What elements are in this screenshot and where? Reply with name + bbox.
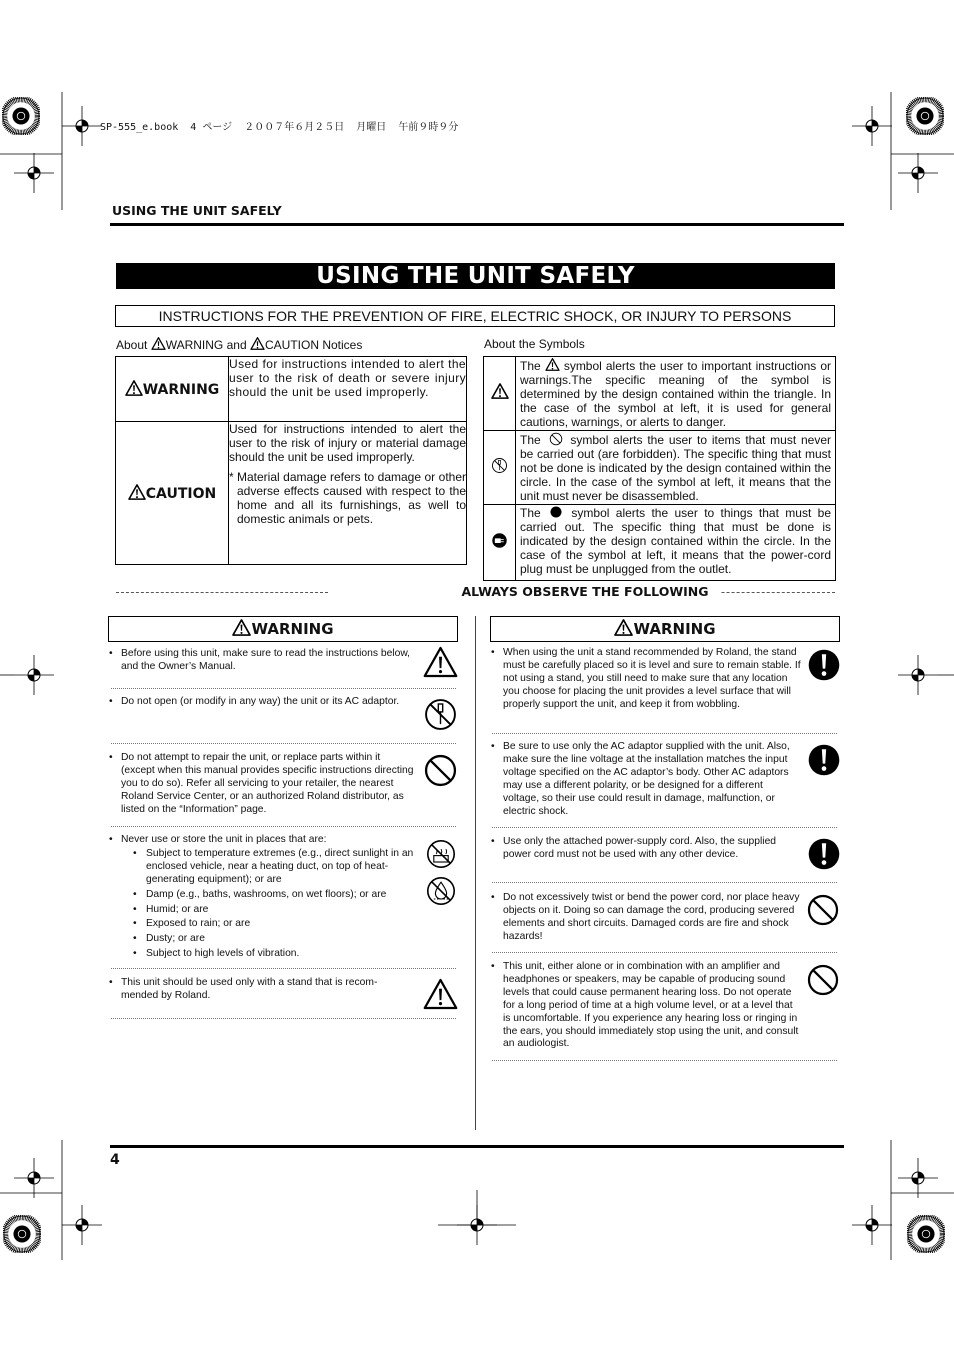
symbols-heading: About the Symbols — [484, 337, 585, 351]
registration-target-icon — [906, 97, 944, 135]
warning-triangle-icon — [423, 978, 458, 1010]
symbol-icon-cell — [484, 505, 516, 581]
registration-crosshair-icon — [898, 153, 938, 193]
notices-heading-caution: CAUTION — [264, 338, 319, 352]
prohibited-icon — [423, 753, 458, 788]
notices-heading — [116, 337, 362, 352]
notices-heading-about: About — [116, 338, 148, 352]
symbols-table — [483, 356, 836, 581]
registration-crosshair-icon — [14, 655, 54, 695]
warning-notice-text: Used for instructions intended to alert the user to the risk of death or severe injury should the unit be used improperly. — [229, 357, 467, 422]
no-water-icon — [425, 875, 457, 907]
mandatory-icon — [806, 836, 842, 872]
right-warning-header-label: WARNING — [633, 620, 716, 638]
registration-crosshair-icon — [852, 1205, 892, 1245]
warning-triangle-icon — [423, 646, 458, 678]
symbol-description — [516, 357, 836, 431]
symbol-row — [484, 505, 836, 581]
item-text: Do not attempt to repair the unit, or replace parts within it (except when this manual provides specific instructions directing you to do so). Refer all servicing to your retailer, the nearest Roland Service Center, or an authorized Roland distributor, as listed on the “Information” page. — [121, 752, 414, 815]
warning-triangle-icon — [614, 619, 633, 636]
prohibited-circle-icon — [549, 432, 563, 446]
registration-crosshair-icon — [62, 1205, 102, 1245]
item-text: Be sure to use only the AC adaptor supplied with the unit. Also, make sure the line voltage at the installation matches the input voltage specified on the AC adaptor’s body. Other AC adaptors may use a different polarity, or be designed for a different voltage, so their use could result in damage, malfunction, or electric shock. — [503, 741, 790, 817]
sub-list — [121, 848, 422, 961]
item-text: Do not excessively twist or bend the power cord, nor place heavy objects on it. Doing so can damage the cord, producing severed elements and short circuits. Damaged cords are fire and shock hazards! — [503, 892, 800, 942]
right-warning-header — [490, 616, 840, 642]
item-text: When using the unit a stand recommended by Roland, the stand must be carefully placed so it is level and sure to remain stable. If not using a stand, you still need to make sure that any location you choose for placing the unit provides a level surface that will properly support the unit, and keep it from wobbling. — [503, 647, 801, 710]
caution-note-star: * — [229, 470, 234, 484]
registration-crosshair-icon — [14, 1158, 54, 1198]
warning-triangle-icon — [151, 337, 166, 350]
caution-notice-text: Used for instructions intended to alert the user to the risk of injury or material damage should the unit be used improperly. — [229, 422, 466, 464]
warning-triangle-icon — [250, 337, 265, 350]
sub-list-item: • Damp (e.g., baths, washrooms, on wet floors); or are — [146, 889, 422, 902]
symbol-text: symbol alerts the user to things that must be carried out. The specific thing that must be done is indicated by the design contained within the circle. In the case of the symbol at left, it means that the power-cord plug must be unplugged from the outlet. — [520, 506, 831, 576]
sub-list-item: • Subject to high levels of vibration. — [146, 948, 422, 961]
unplug-icon — [491, 532, 508, 549]
page-title: USING THE UNIT SAFELY — [116, 263, 835, 289]
symbol-row — [484, 431, 836, 505]
mandatory-dot-icon — [550, 506, 562, 518]
symbol-lead: The — [520, 433, 541, 447]
print-mark: SP-555_e.book 4 ページ ２００７年６月２５日 月曜日 午前９時９分 — [100, 122, 459, 133]
footer-rule — [110, 1145, 844, 1148]
warning-notice-label-cell — [116, 357, 229, 422]
no-heat-icon — [425, 838, 457, 870]
instructions-heading: INSTRUCTIONS FOR THE PREVENTION OF FIRE, ELECTRIC SHOCK, OR INJURY TO PERSONS — [115, 305, 835, 327]
registration-crosshair-icon — [898, 1158, 938, 1198]
registration-crosshair-icon — [457, 1205, 497, 1245]
running-header: USING THE UNIT SAFELY — [112, 203, 282, 218]
sub-list-item: • Exposed to rain; or are — [146, 918, 422, 931]
registration-target-icon — [3, 1215, 41, 1253]
caution-note — [229, 470, 466, 526]
sub-list-item: • Dusty; or are — [146, 933, 422, 946]
item-text: This unit, either alone or in combination with an amplifier and headphones or speakers, may be capable of producing sound levels that could cause permanent hearing loss. Do not operate for a long period of time at a high volume level, or at a level that is uncomfortable. If you experience any hearing loss or ringing in the ears, you should immediately stop using the unit, and consult an audiologist. — [503, 961, 799, 1050]
item-text: Use only the attached power-supply cord. Also, the supplied power cord must not be used with any other device. — [503, 836, 777, 860]
left-warning-header — [108, 616, 458, 642]
warning-triangle-icon — [128, 484, 146, 500]
warning-notice-label: WARNING — [142, 382, 220, 398]
sub-list-item: • Humid; or are — [146, 904, 422, 917]
caution-notice-label-cell — [116, 422, 229, 565]
prohibited-icon — [806, 893, 840, 927]
always-observe-divider — [116, 584, 835, 600]
caution-notice-cell — [229, 422, 467, 565]
notices-table — [115, 356, 467, 565]
symbol-text: symbol alerts the user to important instructions or warnings.The specific meaning of the symbol is determined by the design contained within the triangle. In the case of the symbol at left, it is used for general cautions, warnings, or alerts to danger. — [520, 359, 831, 429]
symbol-description — [516, 505, 836, 581]
mandatory-icon — [806, 647, 842, 683]
page-number: 4 — [110, 1152, 120, 1168]
caution-note-text: Material damage refers to damage or other adverse effects caused with respect to the home and all its furnishings, as well to domestic animals or pets. — [237, 470, 466, 526]
symbol-row — [484, 357, 836, 431]
column-divider — [475, 616, 476, 1130]
notices-heading-notices: Notices — [322, 338, 363, 352]
caution-notice-label: CAUTION — [145, 486, 217, 502]
sub-list-item: • Subject to temperature extremes (e.g., direct sunlight in an enclosed vehicle, near a heating duct, on top of heat-generating equipment); or are — [146, 848, 422, 887]
warning-notice-row — [116, 357, 467, 422]
symbol-description — [516, 431, 836, 505]
header-rule — [110, 223, 844, 226]
no-disassembly-icon — [491, 457, 508, 474]
warning-triangle-icon — [545, 358, 560, 371]
no-disassembly-icon — [423, 697, 458, 732]
symbol-icon-cell — [484, 357, 516, 431]
symbol-lead: The — [520, 506, 541, 520]
registration-crosshair-icon — [898, 655, 938, 695]
always-observe-heading: ALWAYS OBSERVE THE FOLLOWING — [449, 584, 721, 600]
notices-heading-and: and — [226, 338, 247, 352]
warning-triangle-icon — [491, 383, 509, 399]
registration-target-icon — [2, 97, 40, 135]
item-text: Never use or store the unit in places that are: — [121, 834, 327, 845]
symbol-lead: The — [520, 359, 541, 373]
item-text: Do not open (or modify in any way) the unit or its AC adaptor. — [121, 696, 400, 707]
registration-crosshair-icon — [14, 153, 54, 193]
item-text: This unit should be used only with a stand that is recom-mended by Roland. — [121, 977, 378, 1001]
registration-crosshair-icon — [62, 106, 102, 146]
item-text: Before using this unit, make sure to read the instructions below, and the Owner’s Manual. — [121, 648, 411, 672]
warning-triangle-icon — [232, 619, 251, 636]
notices-heading-warning: WARNING — [165, 338, 224, 352]
symbol-icon-cell — [484, 431, 516, 505]
warning-triangle-icon — [125, 380, 143, 396]
left-warning-header-label: WARNING — [251, 620, 334, 638]
mandatory-icon — [806, 742, 842, 778]
registration-target-icon — [907, 1215, 945, 1253]
registration-crosshair-icon — [852, 106, 892, 146]
caution-notice-row — [116, 422, 467, 565]
prohibited-icon — [806, 963, 840, 997]
symbol-text: symbol alerts the user to items that must never be carried out (are forbidden). The specific thing that must not be done is indicated by the design contained within the circle. In the case of the symbol at left, it means that the unit must never be disassembled. — [520, 433, 831, 503]
